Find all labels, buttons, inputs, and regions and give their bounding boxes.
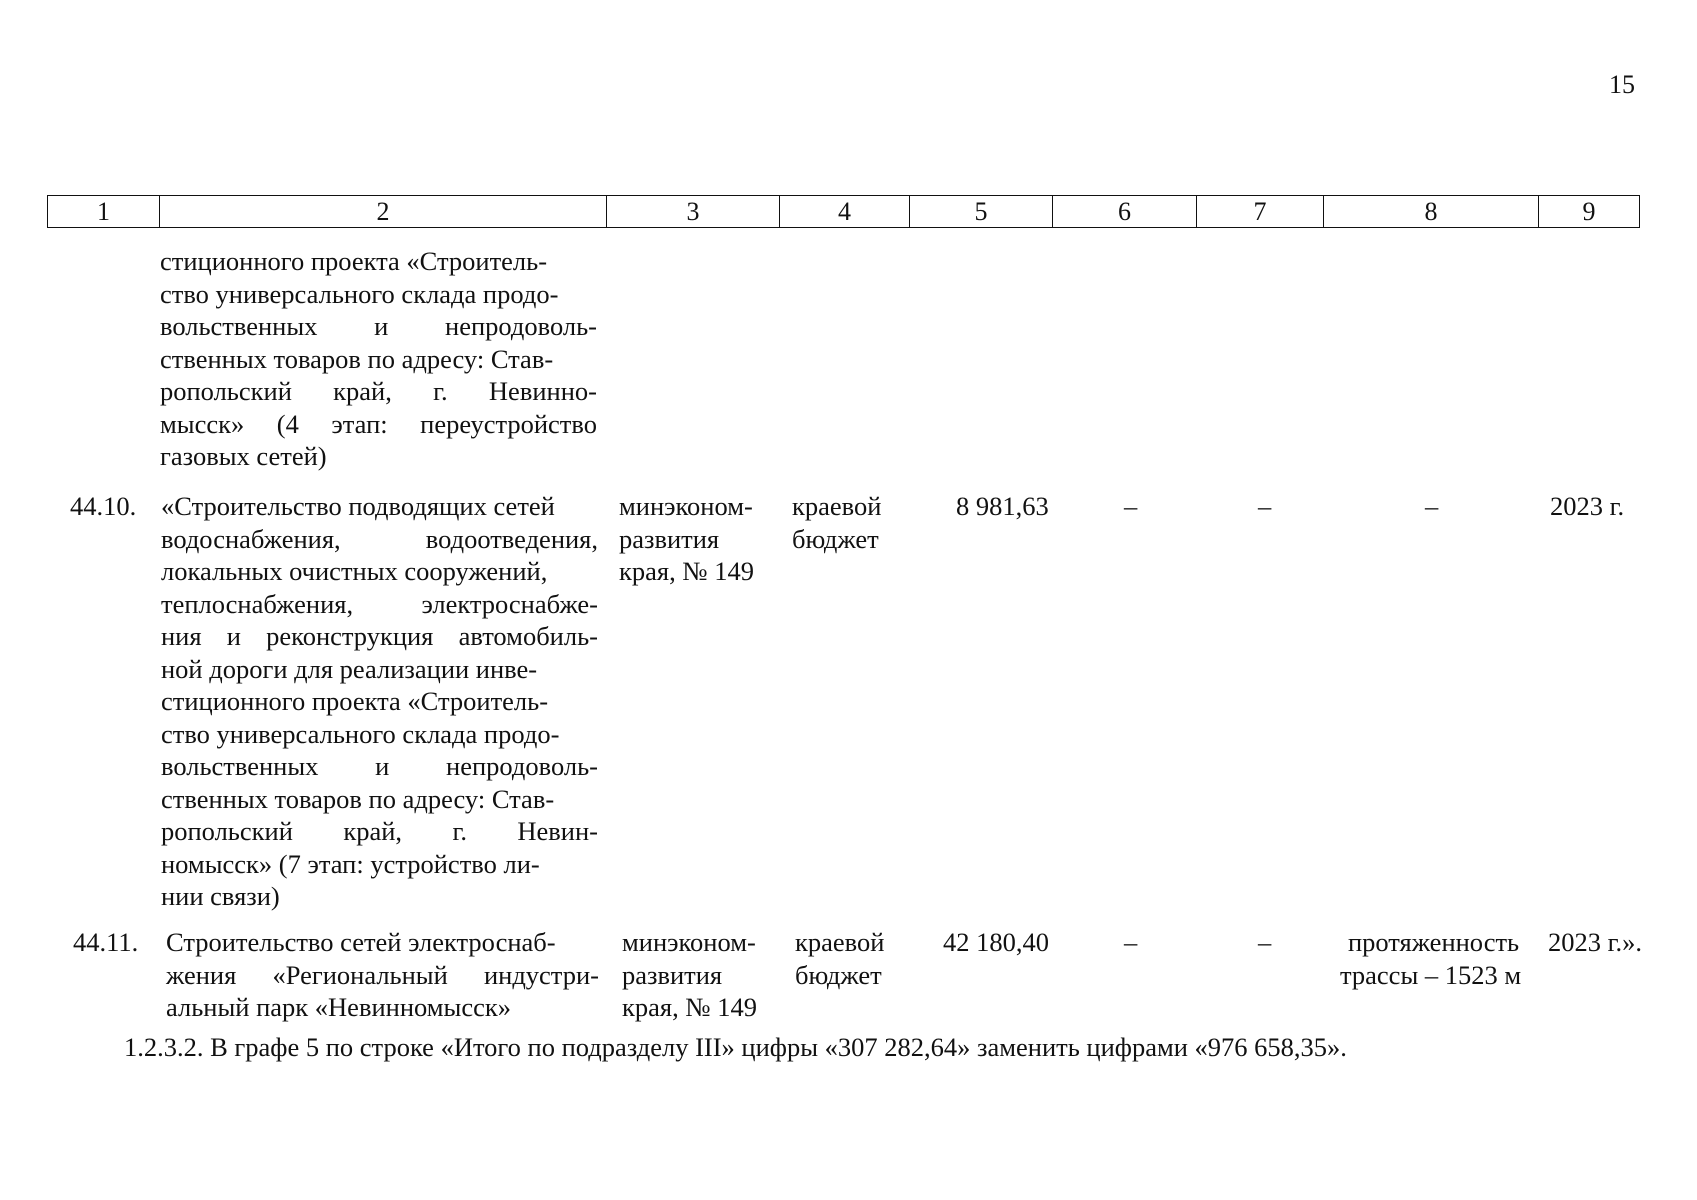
desc-line xyxy=(161,620,598,653)
desc-word: электроснабже- xyxy=(421,588,598,619)
desc-line: нии связи) xyxy=(161,881,280,911)
desc-word: (4 xyxy=(276,408,299,439)
desc-word: и xyxy=(375,751,390,781)
source-line: бюджет xyxy=(792,523,879,554)
desc-word: г. xyxy=(433,376,448,406)
desc-word: переустройство xyxy=(420,408,597,439)
desc-line xyxy=(160,310,597,343)
column-header-1: 1 xyxy=(48,196,160,228)
source-line: бюджет xyxy=(795,959,882,990)
desc-word: ропольский xyxy=(161,816,293,846)
executor-line: развития xyxy=(619,523,720,554)
desc-word: автомобиль- xyxy=(458,621,598,651)
column-header-8: 8 xyxy=(1324,196,1539,228)
desc-word: водоснабжения, xyxy=(161,523,341,554)
desc-line: стиционного проекта «Строитель- xyxy=(161,686,549,716)
desc-word: «Региональный xyxy=(272,959,448,990)
column-number-row xyxy=(48,196,1640,228)
desc-word: непродоволь- xyxy=(445,311,597,341)
col8-line: трассы – 1523 м xyxy=(1340,959,1522,990)
desc-word: и xyxy=(226,621,241,651)
desc-line: номысск» (7 этап: устройство ли- xyxy=(161,848,540,879)
source-line: краевой xyxy=(795,927,885,957)
desc-line: газовых сетей) xyxy=(160,441,327,471)
column-header-2: 2 xyxy=(160,196,607,228)
desc-word: теплоснабжения, xyxy=(161,588,354,619)
desc-line: ство универсального склада продо- xyxy=(160,278,559,309)
desc-word: вольственных xyxy=(161,751,319,781)
row-44-10-source xyxy=(792,490,881,555)
row-number-44-11: 44.11. xyxy=(73,927,139,957)
desc-word: Невин- xyxy=(517,816,598,846)
column-header-9: 9 xyxy=(1539,196,1640,228)
desc-line xyxy=(161,588,598,621)
row-44-11-executor xyxy=(622,926,757,1024)
desc-line xyxy=(160,408,597,441)
row-44-11-col6-value: – xyxy=(1124,927,1138,957)
amendment-note: 1.2.3.2. В графе 5 по строке «Итого по подразделу III» цифры «307 282,64» заменить цифрами «976 658,35». xyxy=(124,1032,1347,1062)
row-44-10-description xyxy=(161,490,598,913)
desc-word: индустри- xyxy=(483,959,599,990)
desc-word: вольственных xyxy=(160,311,318,341)
row-44-10-col6-value: – xyxy=(1124,491,1138,521)
desc-word: реконструкция xyxy=(266,621,434,651)
desc-word: ния xyxy=(161,621,202,651)
column-header-6: 6 xyxy=(1053,196,1197,228)
row-44-11-col5-value: 42 180,40 xyxy=(943,927,1049,957)
desc-word: ропольский xyxy=(160,376,292,406)
desc-line xyxy=(161,523,598,556)
desc-word: край, xyxy=(333,376,392,406)
column-header-table xyxy=(47,195,1640,228)
desc-line: «Строительство подводящих сетей xyxy=(161,491,555,521)
desc-line: ственных товаров по адресу: Став- xyxy=(161,783,555,814)
executor-line: края, № 149 xyxy=(619,556,754,586)
row-44-10-executor xyxy=(619,490,754,588)
desc-line xyxy=(161,815,598,848)
row-44-11-col7-value: – xyxy=(1258,927,1272,957)
column-header-7: 7 xyxy=(1197,196,1324,228)
desc-word: непродоволь- xyxy=(446,751,598,781)
desc-word: водоотведения, xyxy=(425,523,598,554)
column-header-4: 4 xyxy=(780,196,910,228)
row-44-11-col9-value: 2023 г.». xyxy=(1548,927,1643,957)
row-44-10-col7-value: – xyxy=(1258,491,1272,521)
desc-line xyxy=(166,959,599,992)
row-44-10-col9-value: 2023 г. xyxy=(1550,491,1625,521)
row-44-10-col8-value: – xyxy=(1425,491,1439,521)
row-44-11-description xyxy=(166,926,599,1024)
executor-line: минэконом- xyxy=(622,927,756,957)
desc-word: этап: xyxy=(331,408,388,439)
desc-line: стиционного проекта «Строитель- xyxy=(160,246,548,276)
desc-word: жения xyxy=(166,959,237,990)
executor-line: края, № 149 xyxy=(622,992,757,1022)
executor-line: развития xyxy=(622,959,723,990)
row-number-44-10: 44.10. xyxy=(70,491,137,521)
row-44-11-source xyxy=(795,926,884,991)
source-line: краевой xyxy=(792,491,882,521)
desc-line xyxy=(160,375,597,408)
desc-word: край, xyxy=(343,816,403,846)
column-header-5: 5 xyxy=(910,196,1053,228)
desc-line xyxy=(161,750,598,783)
desc-line: локальных очистных сооружений, xyxy=(161,556,548,586)
desc-line: ство универсального склада продо- xyxy=(161,718,560,749)
row-continuation-description xyxy=(160,245,597,473)
desc-word: г. xyxy=(452,816,467,846)
row-44-11-col8-value xyxy=(1340,926,1521,991)
row-44-10-col5-value: 8 981,63 xyxy=(956,491,1049,521)
desc-line: альный парк «Невинномысск» xyxy=(166,992,511,1022)
page-number: 15 xyxy=(1609,70,1635,99)
desc-word: и xyxy=(374,311,389,341)
column-header-3: 3 xyxy=(607,196,780,228)
desc-word: мысск» xyxy=(160,408,245,439)
executor-line: минэконом- xyxy=(619,491,753,521)
desc-line: Строительство сетей электроснаб- xyxy=(166,927,556,957)
desc-line: ной дороги для реализации инве- xyxy=(161,653,538,684)
desc-word: Невинно- xyxy=(488,376,597,406)
desc-line: ственных товаров по адресу: Став- xyxy=(160,343,554,374)
col8-line: протяженность xyxy=(1347,927,1520,957)
